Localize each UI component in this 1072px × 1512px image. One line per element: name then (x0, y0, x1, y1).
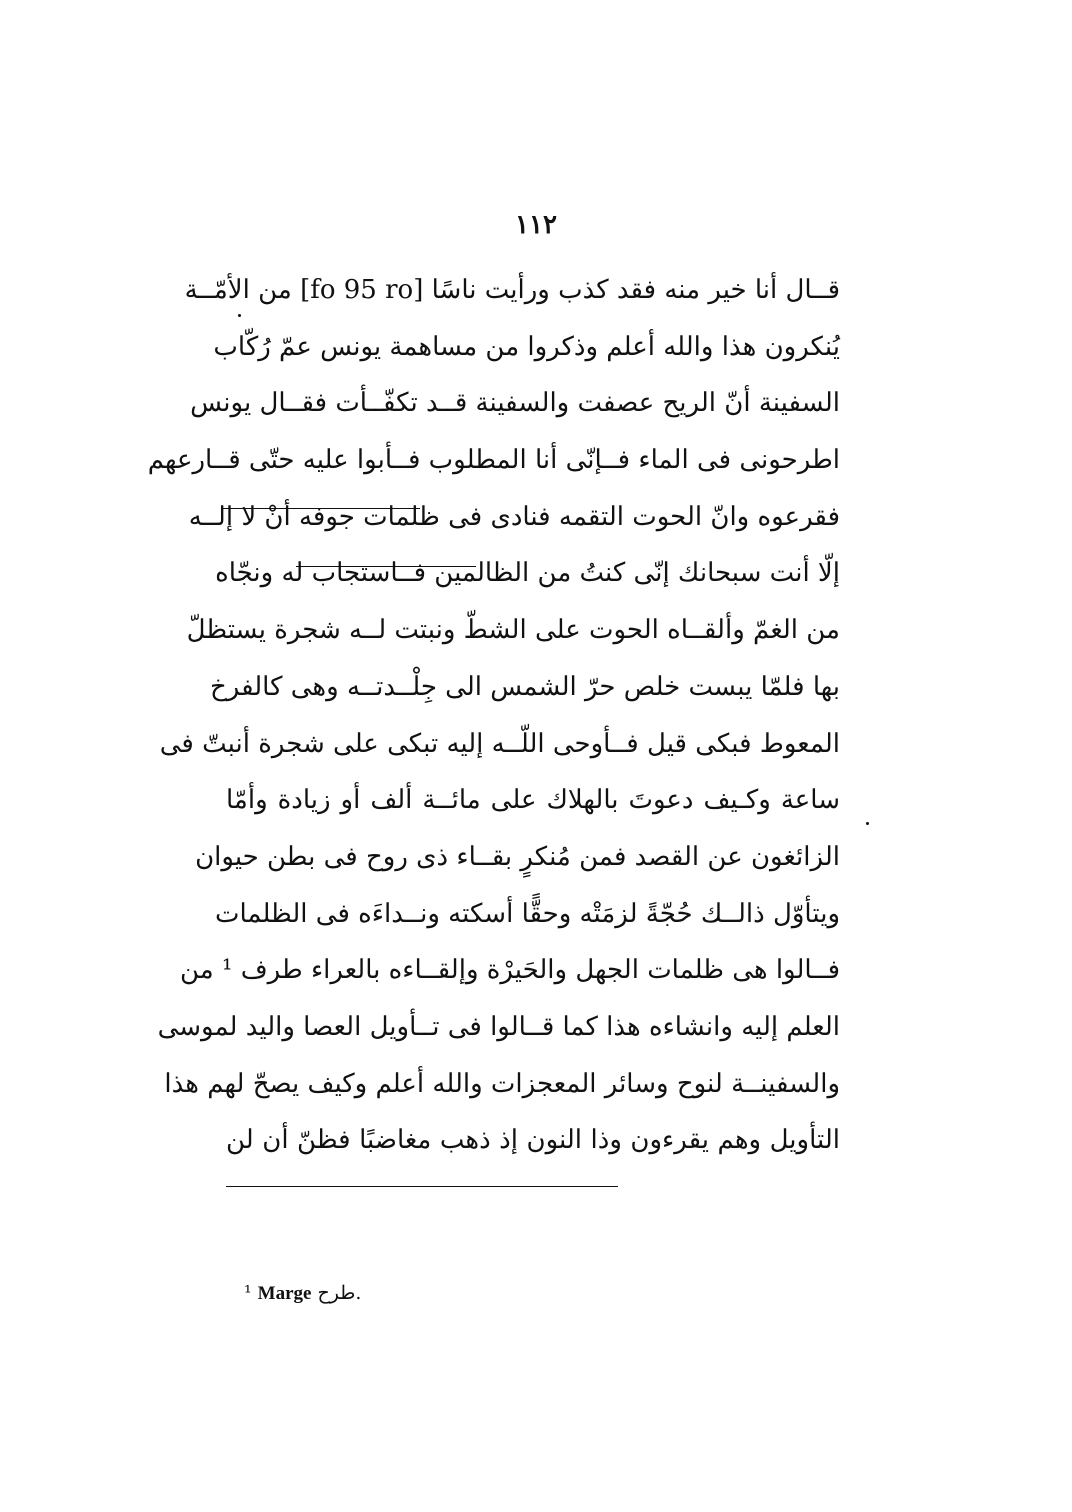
main-text (147, 262, 840, 1169)
text-line: فــالوا هى ظلمات الجهل والحَيرْة وإلقــاءه بالعراء طرف ¹ من (180, 955, 840, 986)
text-line: ويتأوّل ذالــك حُجّةً لزمَتْه وحقًّا أسكته ونــداءَه فى الظلمات (215, 898, 840, 929)
text-line: من الغمّ وألقــاه الحوت على الشطّ ونبتت لــه شجرة يستظلّ (186, 615, 840, 646)
text-line: التأويل وهم يقرءون وذا النون إذ ذهب مغاضبًا فظنّ أن لن (226, 1125, 840, 1156)
stray-dot (238, 314, 241, 317)
text-line: يُنكرون هذا والله أعلم وذكروا من مساهمة يونس عمّ رُكّاب (213, 331, 840, 362)
footnote (244, 1282, 361, 1305)
underline-mark (226, 1186, 618, 1187)
page-number: ١١٢ (515, 210, 557, 240)
text-line: السفينة أنّ الريح عصفت والسفينة قــد تكفّــأت فقــال يونس (190, 388, 840, 419)
text-line: والسفينــة لنوح وسائر المعجزات والله أعلم وكيف يصحّ لهم هذا (164, 1068, 840, 1099)
underline-mark (222, 508, 420, 509)
underline-mark (296, 566, 476, 567)
text-line: العلم إليه وانشاءه هذا كما قــالوا فى تــأويل العصا واليد لموسى (157, 1011, 840, 1042)
footnote-word: طرح (317, 1282, 356, 1304)
footnote-end: . (355, 1282, 362, 1304)
stray-dot (866, 822, 869, 825)
footnote-marker: ¹ (244, 1282, 252, 1304)
text-line: المعوط فبكى قيل فــأوحى اللّــه إليه تبكى على شجرة أنبتّ فى (159, 728, 840, 759)
text-line: ساعة وكـيف دعوتَ بالهلاك على مائــة ألف أو زيادة وأمّا (226, 785, 840, 816)
text-line: إلّا أنت سبحانك إنّى كنتُ من الظالمين فــاستجاب له ونجّاه (215, 558, 840, 589)
text-line: فقرعوه وانّ الحوت التقمه فنادى فى ظلمات جوفه أنْ لا إلــه (188, 501, 840, 532)
text-line: اطرحونى فى الماء فــإنّى أنا المطلوب فــأبوا عليه حتّى قــارعهم (147, 445, 840, 476)
text-line: الزائغون عن القصد فمن مُنكرٍ بقــاء ذى روح فى بطن حيوان (195, 841, 840, 872)
footnote-label: Marge (257, 1283, 312, 1304)
text-line: بها فلمّا يبست خلص حرّ الشمس الى جِلْــدتــه وهى كالفرخ (209, 671, 840, 702)
text-line: قــال أنا خير منه فقد كذب ورأيت ناسًا [fo 95 ro] من الأمّــة (184, 275, 840, 305)
